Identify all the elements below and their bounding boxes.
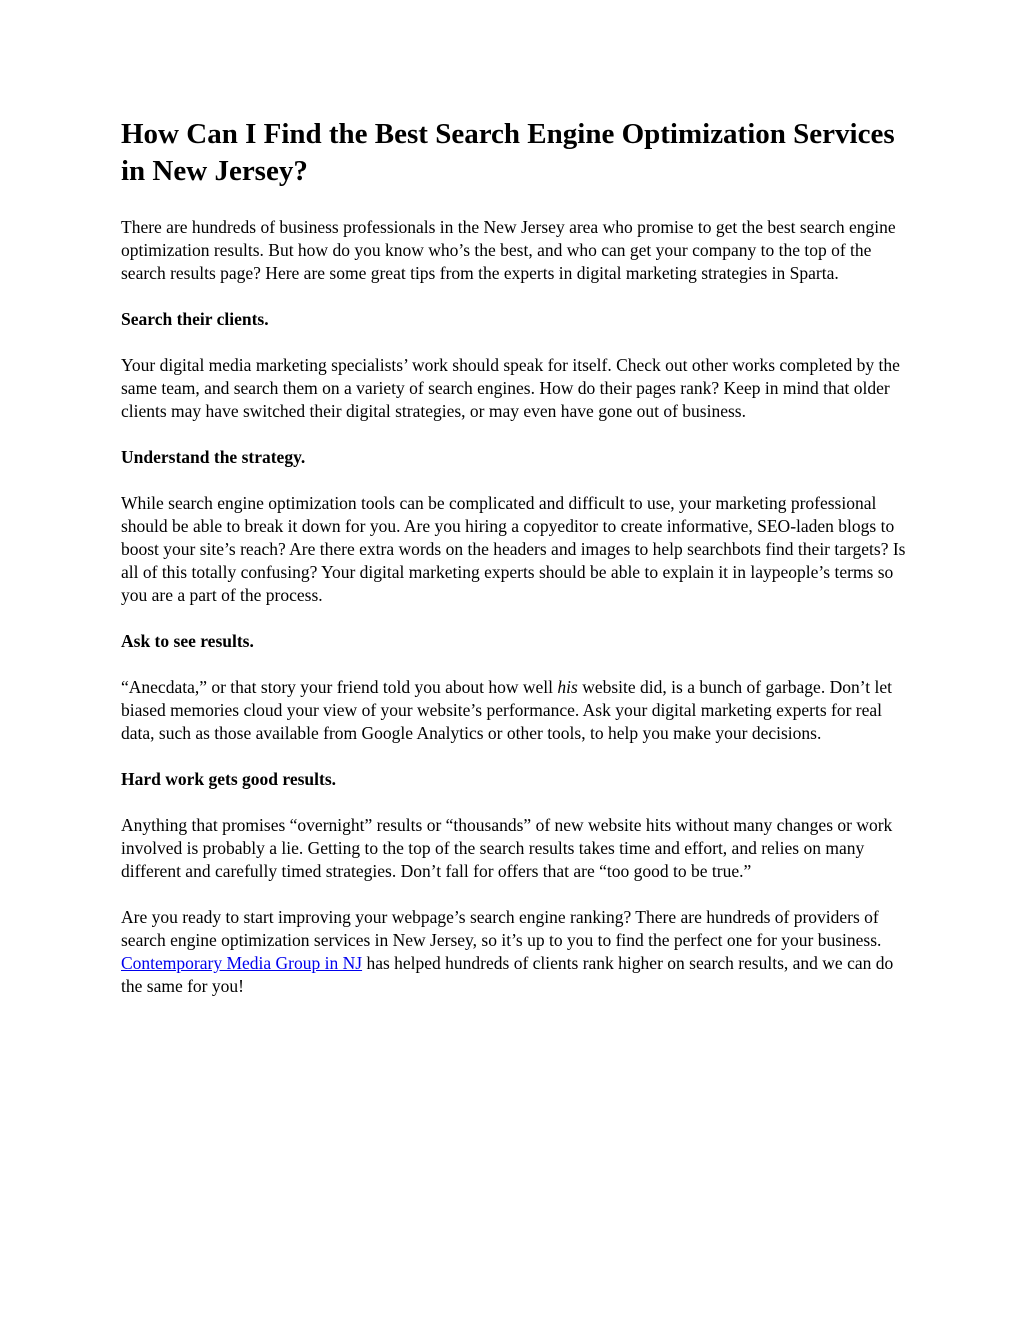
body-text-before-emphasis: “Anecdata,” or that story your friend told you about how well <box>121 677 558 697</box>
section-body-ask-results <box>121 676 911 745</box>
section-body-understand-strategy: While search engine optimization tools can be complicated and difficult to use, your marketing professional should be able to break it down for you. Are you hiring a copyeditor to create informative, SEO-laden blogs to boost your site’s reach? Are there extra words on the headers and images to help searchbots find their targets? Is all of this totally confusing? Your digital marketing experts should be able to explain it in laypeople’s terms so you are a part of the process. <box>121 493 906 605</box>
body-text-after-emphasis: website did, is a bunch of garbage. Don’t let biased memories cloud your view of your website’s performance. Ask your digital marketing experts for real data, such as those available from Google Analytics or other tools, to help you make your decisions. <box>121 677 892 743</box>
contemporary-media-group-link[interactable]: Contemporary Media Group in NJ <box>121 953 363 973</box>
page-title: How Can I Find the Best Search Engine Optimization Services in New Jersey? <box>121 118 895 187</box>
section-heading-hard-work: Hard work gets good results. <box>121 769 337 789</box>
emphasis-text: his <box>557 677 578 697</box>
section-heading-search-clients: Search their clients. <box>121 309 269 329</box>
section-body-search-clients: Your digital media marketing specialists’ work should speak for itself. Check out other works completed by the same team, and search them on a variety of search engines. How do their pages rank? Keep in mind that older clients may have switched their digital strategies, or may even have gone out of business. <box>121 355 900 421</box>
closing-text-after-link: has helped hundreds of clients rank higher on search results, and we can do the same for you! <box>121 953 894 996</box>
document-page <box>121 116 911 1021</box>
closing-paragraph <box>121 906 911 998</box>
section-heading-ask-results: Ask to see results. <box>121 631 254 651</box>
section-body-hard-work: Anything that promises “overnight” results or “thousands” of new website hits without many changes or work involved is probably a lie. Getting to the top of the search results takes time and effort, and relies on many different and carefully timed strategies. Don’t fall for offers that are “too good to be true.” <box>121 815 893 881</box>
closing-text-before-link: Are you ready to start improving your webpage’s search engine ranking? There are hundreds of providers of search engine optimization services in New Jersey, so it’s up to you to find the perfect one for your business. <box>121 907 882 950</box>
section-heading-understand-strategy: Understand the strategy. <box>121 447 306 467</box>
intro-paragraph: There are hundreds of business professionals in the New Jersey area who promise to get the best search engine optimization results. But how do you know who’s the best, and who can get your company to the top of the search results page? Here are some great tips from the experts in digital marketing strategies in Sparta. <box>121 217 896 283</box>
